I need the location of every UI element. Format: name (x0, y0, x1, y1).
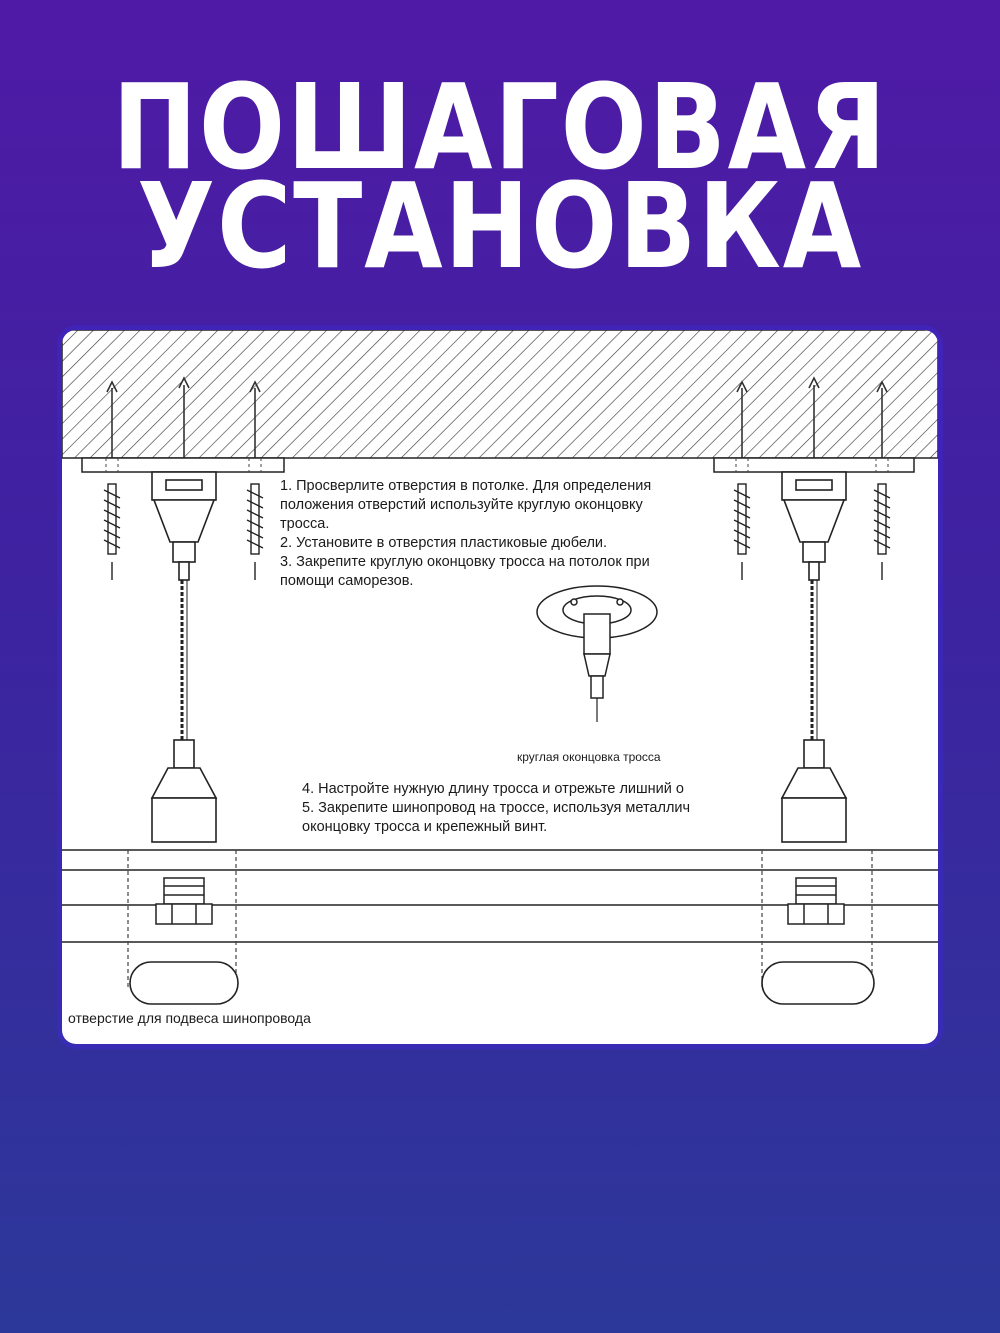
bolt-left (156, 878, 212, 924)
instruction-step-1-line-1: 1. Просверлите отверстия в потолке. Для определения (280, 478, 652, 494)
mount-plate-left (82, 458, 284, 472)
suspension-hole-right (762, 962, 874, 1004)
instruction-step-1-line-2: положения отверстий используйте круглую оконцовку (280, 497, 643, 513)
instruction-step-5-line-1: 5. Закрепите шинопровод на троссе, используя металлич (302, 800, 691, 816)
ceiling-slab (62, 330, 938, 458)
installation-diagram (62, 330, 938, 1044)
bolt-right (788, 878, 844, 924)
dowel-left-1 (104, 484, 120, 580)
instruction-step-4: 4. Настройте нужную длину тросса и отрежьте лишний о (302, 781, 684, 797)
cable-assembly-right (782, 472, 846, 842)
cable-assembly-left (152, 472, 216, 842)
dowel-right-1 (734, 484, 750, 580)
instruction-step-3-line-1: 3. Закрепите круглую оконцовку тросса на потолок при (280, 554, 650, 570)
round-cable-end-caption: круглая оконцовка тросса (517, 750, 661, 764)
instruction-step-5-line-2: оконцовку тросса и крепежный винт. (302, 819, 548, 835)
mount-plate-right (714, 458, 914, 472)
suspension-hole-caption: отверстие для подвеса шинопровода (68, 1010, 311, 1026)
dowel-right-2 (874, 484, 890, 580)
round-cable-end-detail (537, 586, 657, 722)
instruction-step-3-line-2: помощи саморезов. (280, 573, 414, 589)
suspension-hole-left (130, 962, 238, 1004)
installation-diagram-card (62, 330, 938, 1044)
page-title-line-1: ПОШАГОВАЯ (112, 58, 888, 196)
instruction-step-2: 2. Установите в отверстия пластиковые дюбели. (280, 535, 608, 551)
dowel-left-2 (247, 484, 263, 580)
page-title-line-2: УСТАНОВКА (136, 157, 864, 295)
instruction-step-1-line-3: тросса. (280, 516, 330, 532)
